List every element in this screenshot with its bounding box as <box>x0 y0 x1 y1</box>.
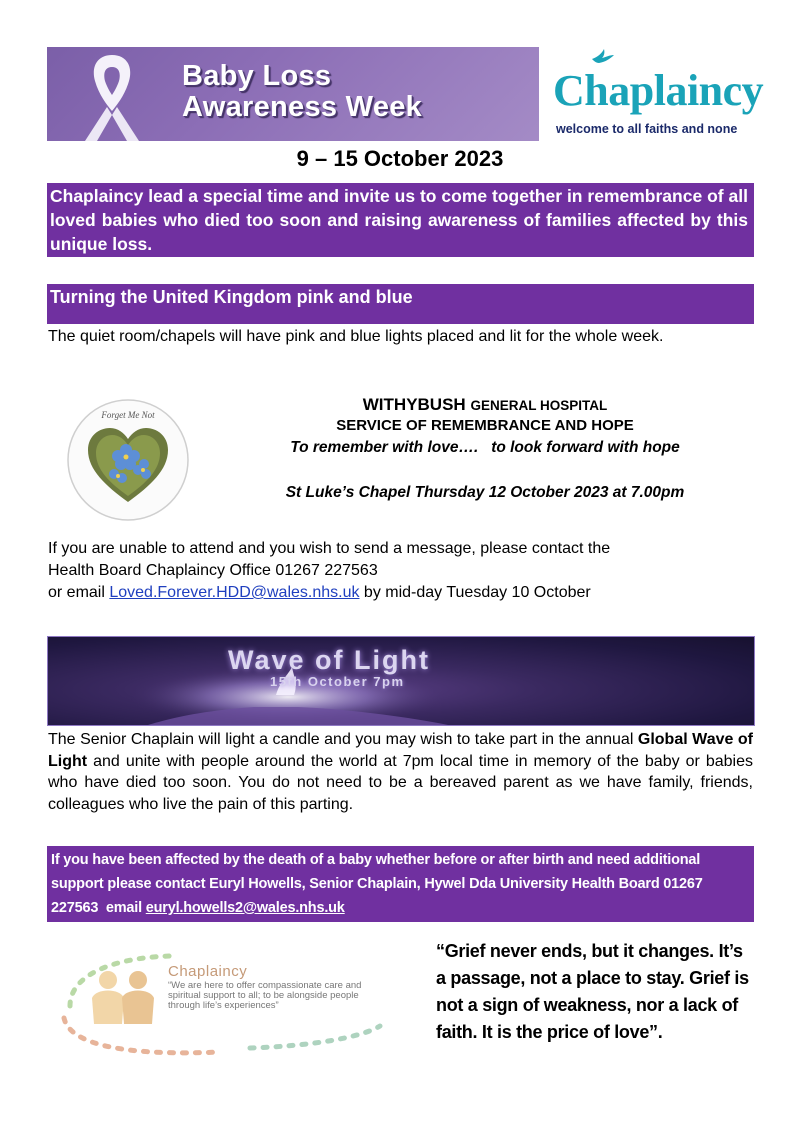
lights-text: The quiet room/chapels will have pink and blue lights placed and lit for the whole week. <box>48 328 664 345</box>
global-wave-text <box>48 729 753 815</box>
message-info <box>48 538 748 604</box>
awareness-ribbon-icon <box>67 49 157 141</box>
heart-caption: Forget Me Not <box>101 410 155 420</box>
dove-icon <box>590 47 616 67</box>
pink-blue-heading: Turning the United Kingdom pink and blue <box>47 284 754 324</box>
message-line3 <box>48 582 748 604</box>
wave-subtitle: 15th October 7pm <box>270 674 405 689</box>
hospital-name <box>196 395 774 415</box>
chaplaincy-logo <box>548 47 764 147</box>
annual-part2: and unite with people around the world at 7pm local time in memory of the baby or babies who have died too soon. You do not need to be a bereaved parent as we have family, friends, colleagues who live the pain of this parting. <box>48 752 753 813</box>
heart-flower-icon <box>66 398 190 522</box>
chaplaincy-footer-logo <box>50 946 420 1056</box>
forget-me-not-image <box>66 398 190 522</box>
intro-box: Chaplaincy lead a special time and invite us to come together in remembrance of all loved babies who died too soon and raising awareness of families affected by this unique loss. <box>47 183 754 257</box>
wave-of-light-banner <box>47 636 755 726</box>
message-line3-prefix: or email <box>48 584 110 601</box>
message-line3-suffix: by mid-day Tuesday 10 October <box>359 584 591 601</box>
wave-title: Wave of Light <box>228 645 430 675</box>
annual-bold: Global Wave of Light <box>48 731 753 770</box>
awareness-week-banner <box>47 47 539 141</box>
message-line2: Health Board Chaplaincy Office 01267 227563 <box>48 562 378 579</box>
hospital-suffix: GENERAL HOSPITAL <box>470 398 608 413</box>
message-email-link[interactable]: Loved.Forever.HDD@wales.nhs.uk <box>109 584 360 601</box>
logo-wordmark: Chaplaincy <box>553 66 764 115</box>
support-email-link[interactable]: euryl.howells2@wales.nhs.uk <box>145 900 345 916</box>
service-when: St Luke’s Chapel Thursday 12 October 2023 at 7.00pm <box>285 484 685 501</box>
message-line1: If you are unable to attend and you wish to send a message, please contact the <box>48 540 611 557</box>
event-dates: 9 – 15 October 2023 <box>296 146 504 171</box>
footer-logo-word: Chaplaincy <box>168 963 248 980</box>
service-tagline: To remember with love…. to look forward with hope <box>290 439 680 456</box>
grief-quote: “Grief never ends, but it changes. It’s a passage, not a place to stay. Grief is not a sign of weakness, nor a lack of faith. It is the price of love”. <box>436 941 749 1042</box>
support-text: If you have been affected by the death of a baby whether before or after birth and need additional support please contact Euryl Howells, Senior Chaplain, Hywel Dda University Health Board 01267 227563 email <box>51 852 707 916</box>
banner-title-line2: Awareness Week <box>182 91 423 123</box>
support-box <box>47 846 754 922</box>
annual-part1: The Senior Chaplain will light a candle and you may wish to take part in the annual <box>48 731 638 748</box>
footer-logo-quote: “We are here to offer compassionate care and spiritual support to all; to be alongside people through life’s experiences” <box>168 980 362 1011</box>
logo-tagline: welcome to all faiths and none <box>556 122 738 136</box>
service-title: SERVICE OF REMEMBRANCE AND HOPE <box>336 417 634 434</box>
banner-title-line1: Baby Loss <box>182 60 332 92</box>
hospital-main: WITHYBUSH <box>362 395 466 414</box>
banner-title <box>182 61 422 123</box>
